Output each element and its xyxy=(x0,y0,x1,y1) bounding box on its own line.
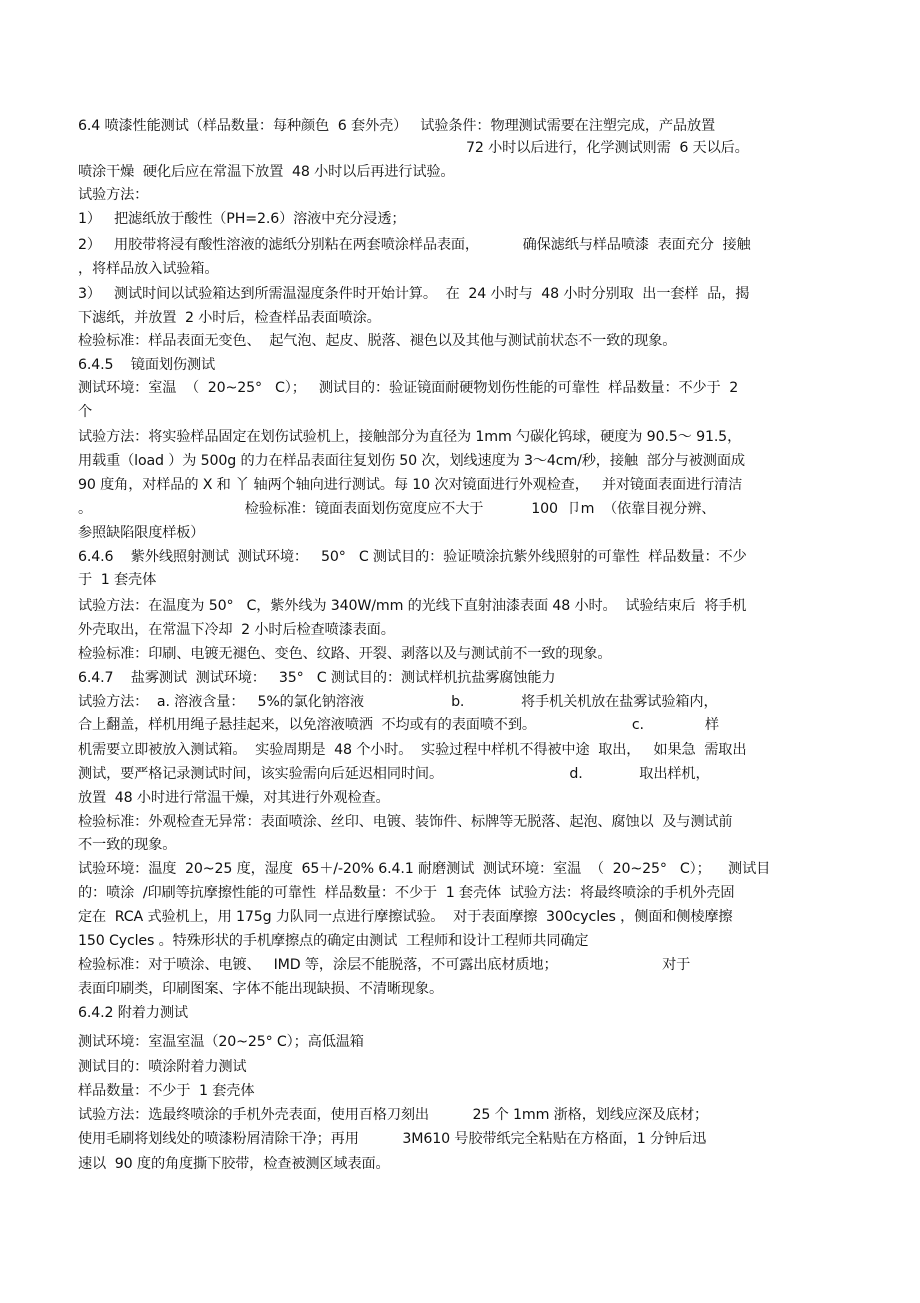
inspection-standard: 检验标准：印刷、电镀无褪色、变色、纹路、开裂、剥落以及与测试前不一致的现象。 xyxy=(78,646,612,662)
paragraph-line: 下滤纸，并放置 2 小时后，检查样品表面喷涂。 xyxy=(78,310,381,326)
paragraph-line: 试验方法： a. 溶液含量： 5%的氯化钠溶液 b. 将手机关机放在盐雾试验箱内， xyxy=(78,694,718,710)
paragraph-line: 喷涂干燥 硬化后应在常温下放置 48 小时以后再进行试验。 xyxy=(78,164,455,180)
paragraph-line: 定在 RCA 式验机上，用 175g 力队同一点进行摩擦试验。 对于表面摩擦 300cycles ，侧面和侧棱摩擦 xyxy=(78,909,733,925)
paragraph-line: 试验方法：将实验样品固定在划伤试验机上，接触部分为直径为 1mm 勺碳化钨球，硬度为 90.5〜 91.5， xyxy=(78,429,742,445)
inspection-standard: 检验标准：对于喷涂、电镀、 IMD 等，涂层不能脱落，不可露出底材质地； 对于 xyxy=(78,957,691,973)
inspection-standard: 检验标准：外观检查无异常：表面喷涂、丝印、电镀、装饰件、标牌等无脱落、起泡、腐蚀以 及与测试前 xyxy=(78,814,733,830)
paragraph-line: 使用毛刷将划线处的喷漆粉屑清除干净；再用 3M610 号胶带纸完全粘贴在方格面，1 分钟后迅 xyxy=(78,1131,707,1147)
paragraph-line: 试验方法：选最终喷涂的手机外壳表面，使用百格刀刻出 25 个 1mm 浙格，划线应深及底材； xyxy=(78,1107,709,1123)
section-6-4-7-heading: 6.4.7 盐雾测试 测试环境： 35° C 测试目的：测试样机抗盐雾腐蚀能力 xyxy=(78,670,556,686)
paragraph-line: 个 xyxy=(78,404,93,420)
paragraph-line: 于 1 套壳体 xyxy=(78,572,157,588)
paragraph-line: 的：喷涂 /印刷等抗摩擦性能的可靠性 样品数量：不少于 1 套壳体 试验方法：将最终喷涂的手机外壳固 xyxy=(78,885,735,901)
paragraph-line: 90 度角，对样品的 X 和 丫 轴两个轴向进行测试。每 10 次对镜面进行外观检查， 并对镜面表面进行清洁 xyxy=(78,477,743,493)
paragraph-line: ，将样品放入试验箱。 xyxy=(78,261,219,277)
paragraph-line: 表面印刷类，印刷图案、字体不能出现缺损、不清晰现象。 xyxy=(78,981,443,997)
paragraph-line: 参照缺陷限度样板） xyxy=(78,525,205,541)
section-6-4-heading: 6.4 喷漆性能测试（样品数量：每种颜色 6 套外壳） 试验条件：物理测试需要在注塑完成，产品放置 xyxy=(78,118,716,134)
step-1: 1） 把滤纸放于酸性（PH=2.6）溶液中充分浸透； xyxy=(78,211,406,227)
paragraph-line: 速以 90 度的角度撕下胶带，检查被测区域表面。 xyxy=(78,1156,390,1172)
section-6-4-2-heading: 6.4.2 附着力测试 xyxy=(78,1005,188,1021)
inspection-standard: 检验标准：样品表面无变色、 起气泡、起皮、脱落、褪色以及其他与测试前状态不一致的现象。 xyxy=(78,333,677,349)
paragraph-line: 试验环境：温度 20~25 度，湿度 65＋/-20% 6.4.1 耐磨测试 测试环境：室温 （ 20~25° C）； 测试目 xyxy=(78,861,771,877)
section-6-4-5-heading: 6.4.5 镜面划伤测试 xyxy=(78,357,216,373)
test-purpose: 测试目的：喷涂附着力测试 xyxy=(78,1059,247,1075)
paragraph-line: 150 Cycles 。特殊形状的手机摩擦点的确定由测试 工程师和设计工程师共同确定 xyxy=(78,933,589,949)
section-6-4-6-heading: 6.4.6 紫外线照射测试 测试环境： 50° C 测试目的：验证喷涂抗紫外线照射的可靠性 样品数量：不少 xyxy=(78,549,747,565)
paragraph-line: 放置 48 小时进行常温干燥，对其进行外观检查。 xyxy=(78,790,390,806)
test-method-label: 试验方法： xyxy=(78,187,149,203)
paragraph-line: 合上翻盖，样机用绳子悬挂起来，以免溶液喷洒 不均或有的表面喷不到。 c. 样 xyxy=(78,717,719,733)
step-2: 2） 用胶带将浸有酸性溶液的滤纸分别粘在两套喷涂样品表面， 确保滤纸与样品喷漆 表面充分 接触 xyxy=(78,237,751,253)
paragraph-line: 机需要立即被放入测试箱。 实验周期是 48 个小时。 实验过程中样机不得被中途 取出， 如果急 需取出 xyxy=(78,742,747,758)
step-3: 3） 测试时间以试验箱达到所需温湿度条件时开始计算。 在 24 小时与 48 小时分别取 出一套样 品，揭 xyxy=(78,286,750,302)
paragraph-line: 。 检验标准：镜面表面划伤宽度应不大于 100 卩m （依靠目视分辨、 xyxy=(78,501,716,517)
paragraph-line: 外壳取出，在常温下冷却 2 小时后检查喷漆表面。 xyxy=(78,622,395,638)
test-environment: 测试环境：室温室温（20~25° C）；高低温箱 xyxy=(78,1034,364,1050)
paragraph-line: 测试，要严格记录测试时间，该实验需向后延迟相同时间。 d. 取出样机， xyxy=(78,766,710,782)
paragraph-line: 测试环境：室温 （ 20~25° C）； 测试目的：验证镜面耐硬物划伤性能的可靠性 样品数量：不少于 2 xyxy=(78,380,739,396)
sample-quantity: 样品数量：不少于 1 套壳体 xyxy=(78,1083,255,1099)
test-condition-continuation: 72 小时以后进行，化学测试则需 6 天以后。 xyxy=(466,140,749,156)
paragraph-line: 不一致的现象。 xyxy=(78,837,177,853)
paragraph-line: 用载重（load ）为 500g 的力在样品表面往复划伤 50 次，划线速度为 3〜4cm/秒，接触 部分与被测面成 xyxy=(78,453,745,469)
paragraph-line: 试验方法：在温度为 50° C，紫外线为 340W/mm 的光线下直射油漆表面 48 小时。 试验结束后 将手机 xyxy=(78,598,747,614)
